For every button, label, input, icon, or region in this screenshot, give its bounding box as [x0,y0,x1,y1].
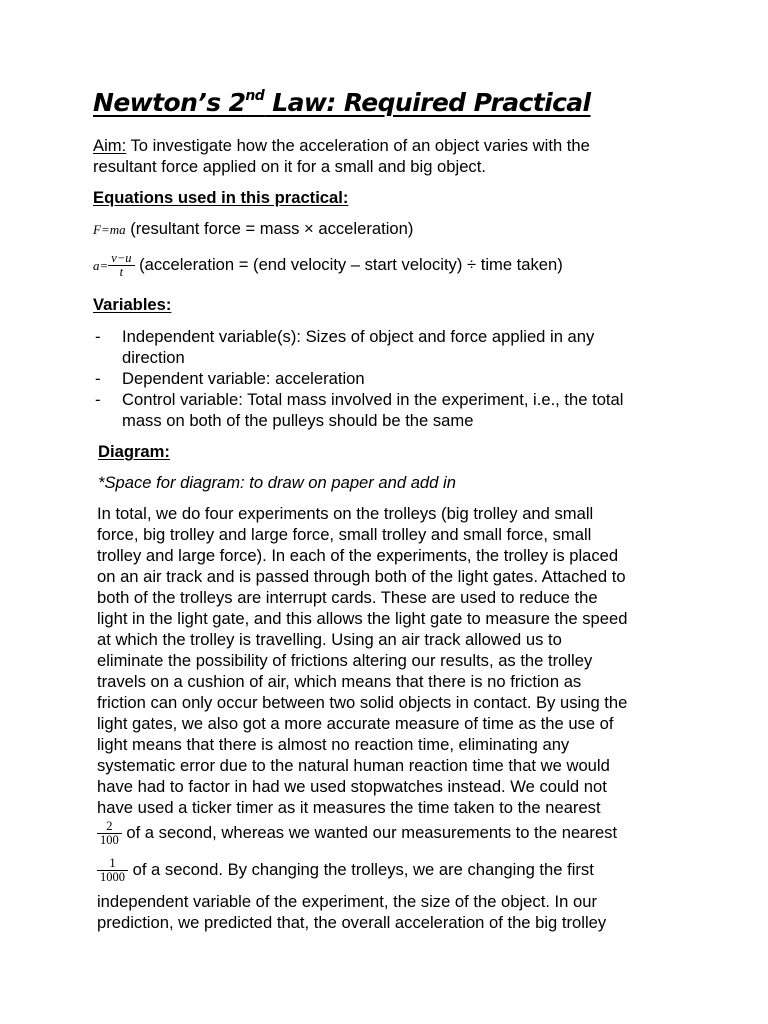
diagram-placeholder-note: *Space for diagram: to draw on paper and add in [98,473,456,492]
document-page: Newton’s 2nd Law: Required Practical Aim: To investigate how the acceleration of an object varies with the resultant force applied on it for a small and big object. Equations used in this practical: F=ma (resultant force = mass × acceleration) a= $\frac{v-u}{t}$ (acceleration = (end velocity – start velocity) ÷ time taken) Variables: - Independent variable(s): Sizes of object and force applied in any direction - Dependent variable: acceleration - Control variable: Total mass involved in the experiment, i.e., the total mass on both of the pulleys should be the same Diagram: *Space for diagram: to draw on paper and add in In total, we do four experiments on the trolleys (big trolley and small force, big trolley and large force, small trolley and small force, small trolley and large force). In each of the experiments, the trolley is placed on an air track and is passed through both of the light gates. Attached to both of the trolleys are interrupt cards. These are used to reduce the light in the light gate, and this allows the light gate to measure the speed at which the trolley is travelling. Using an air track allowed us to eliminate the possibility of frictions altering our results, as the trolley travels on a cushion of air, which means that there is no friction as friction can only occur between two solid objects in contact. By using the light gates, we also got a more accurate measure of time as the use of light means that there is almost no reaction time, eliminating any systematic error due to the natural human reaction time that we would have had to factor in had we used stopwatches instead. We could not have used a ticker timer as it measures the time taken to the nearest $\frac{2}{100}$ of a second, whereas we wanted our measurements to the nearest $\frac{1}{1000}$ of a second. By changing the trolleys, we are changing the first independent variable of the experiment, the size of the object. In our prediction, we predicted that, the overall acceleration of the big trolley [93,88,628,932]
fraction-two-hundredths: $\frac{2}{100}$ [97,820,122,847]
page-title: Newton’s 2nd Law: Required Practical [93,88,591,117]
body-line: have used a ticker timer as it measures the time taken to the nearest [97,798,601,817]
aim-label: Aim: [93,136,127,155]
body-line: friction can only occur between two solid objects in contact. By using the [97,693,628,712]
fraction-one-thousandth: $\frac{1}{1000}$ [97,857,128,884]
body-line: force, big trolley and large force, small trolley and small force, small [97,525,592,544]
equations-heading: Equations used in this practical: [93,188,349,207]
body-line: light means that there is almost no reaction time, eliminating any [97,735,570,754]
body-line: systematic error due to the natural human reaction time that we would [97,756,610,775]
aim-line-1: Aim: To investigate how the acceleration of an object varies with the [93,136,590,155]
variables-heading: Variables: [93,295,172,314]
aim-line-2: resultant force applied on it for a small and big object. [93,157,486,176]
diagram-heading: Diagram: [98,442,170,461]
body-line: eliminate the possibility of frictions altering our results, as the trolley [97,651,593,670]
equation-force: F=ma (resultant force = mass × acceleration) [93,219,414,238]
body-line: light in the light gate, and this allows the light gate to measure the speed [97,609,628,628]
body-line: light gates, we also got a more accurate measure of time as the use of [97,714,614,733]
body-line: both of the trolleys are interrupt cards. These are used to reduce the [97,588,598,607]
equation-acceleration: a= $\frac{v-u}{t}$ (acceleration = (end velocity – start velocity) ÷ time taken) [93,251,563,280]
body-line: travels on a cushion of air, which means that there is no friction as [97,672,582,691]
body-line: independent variable of the experiment, the size of the object. In our [97,892,597,911]
body-line: at which the trolley is travelling. Using an air track allowed us to [97,630,562,649]
body-line: In total, we do four experiments on the trolleys (big trolley and small [97,504,594,523]
body-line: trolley and large force). In each of the experiments, the trolley is placed [97,546,619,565]
body-line: prediction, we predicted that, the overall acceleration of the big trolley [97,913,607,932]
body-line-fraction-2: $\frac{1}{1000}$ of a second. By changing the trolleys, we are changing the first [97,855,594,885]
equation-acceleration-fraction: $\frac{v-u}{t}$ [108,252,134,279]
body-line: on an air track and is passed through both of the light gates. Attached to [97,567,626,586]
body-line-fraction-1: $\frac{2}{100}$ of a second, whereas we wanted our measurements to the nearest [97,818,617,848]
equation-force-math: F=ma [93,222,126,237]
body-line: have had to factor in had we used stopwatches instead. We could not [97,777,607,796]
